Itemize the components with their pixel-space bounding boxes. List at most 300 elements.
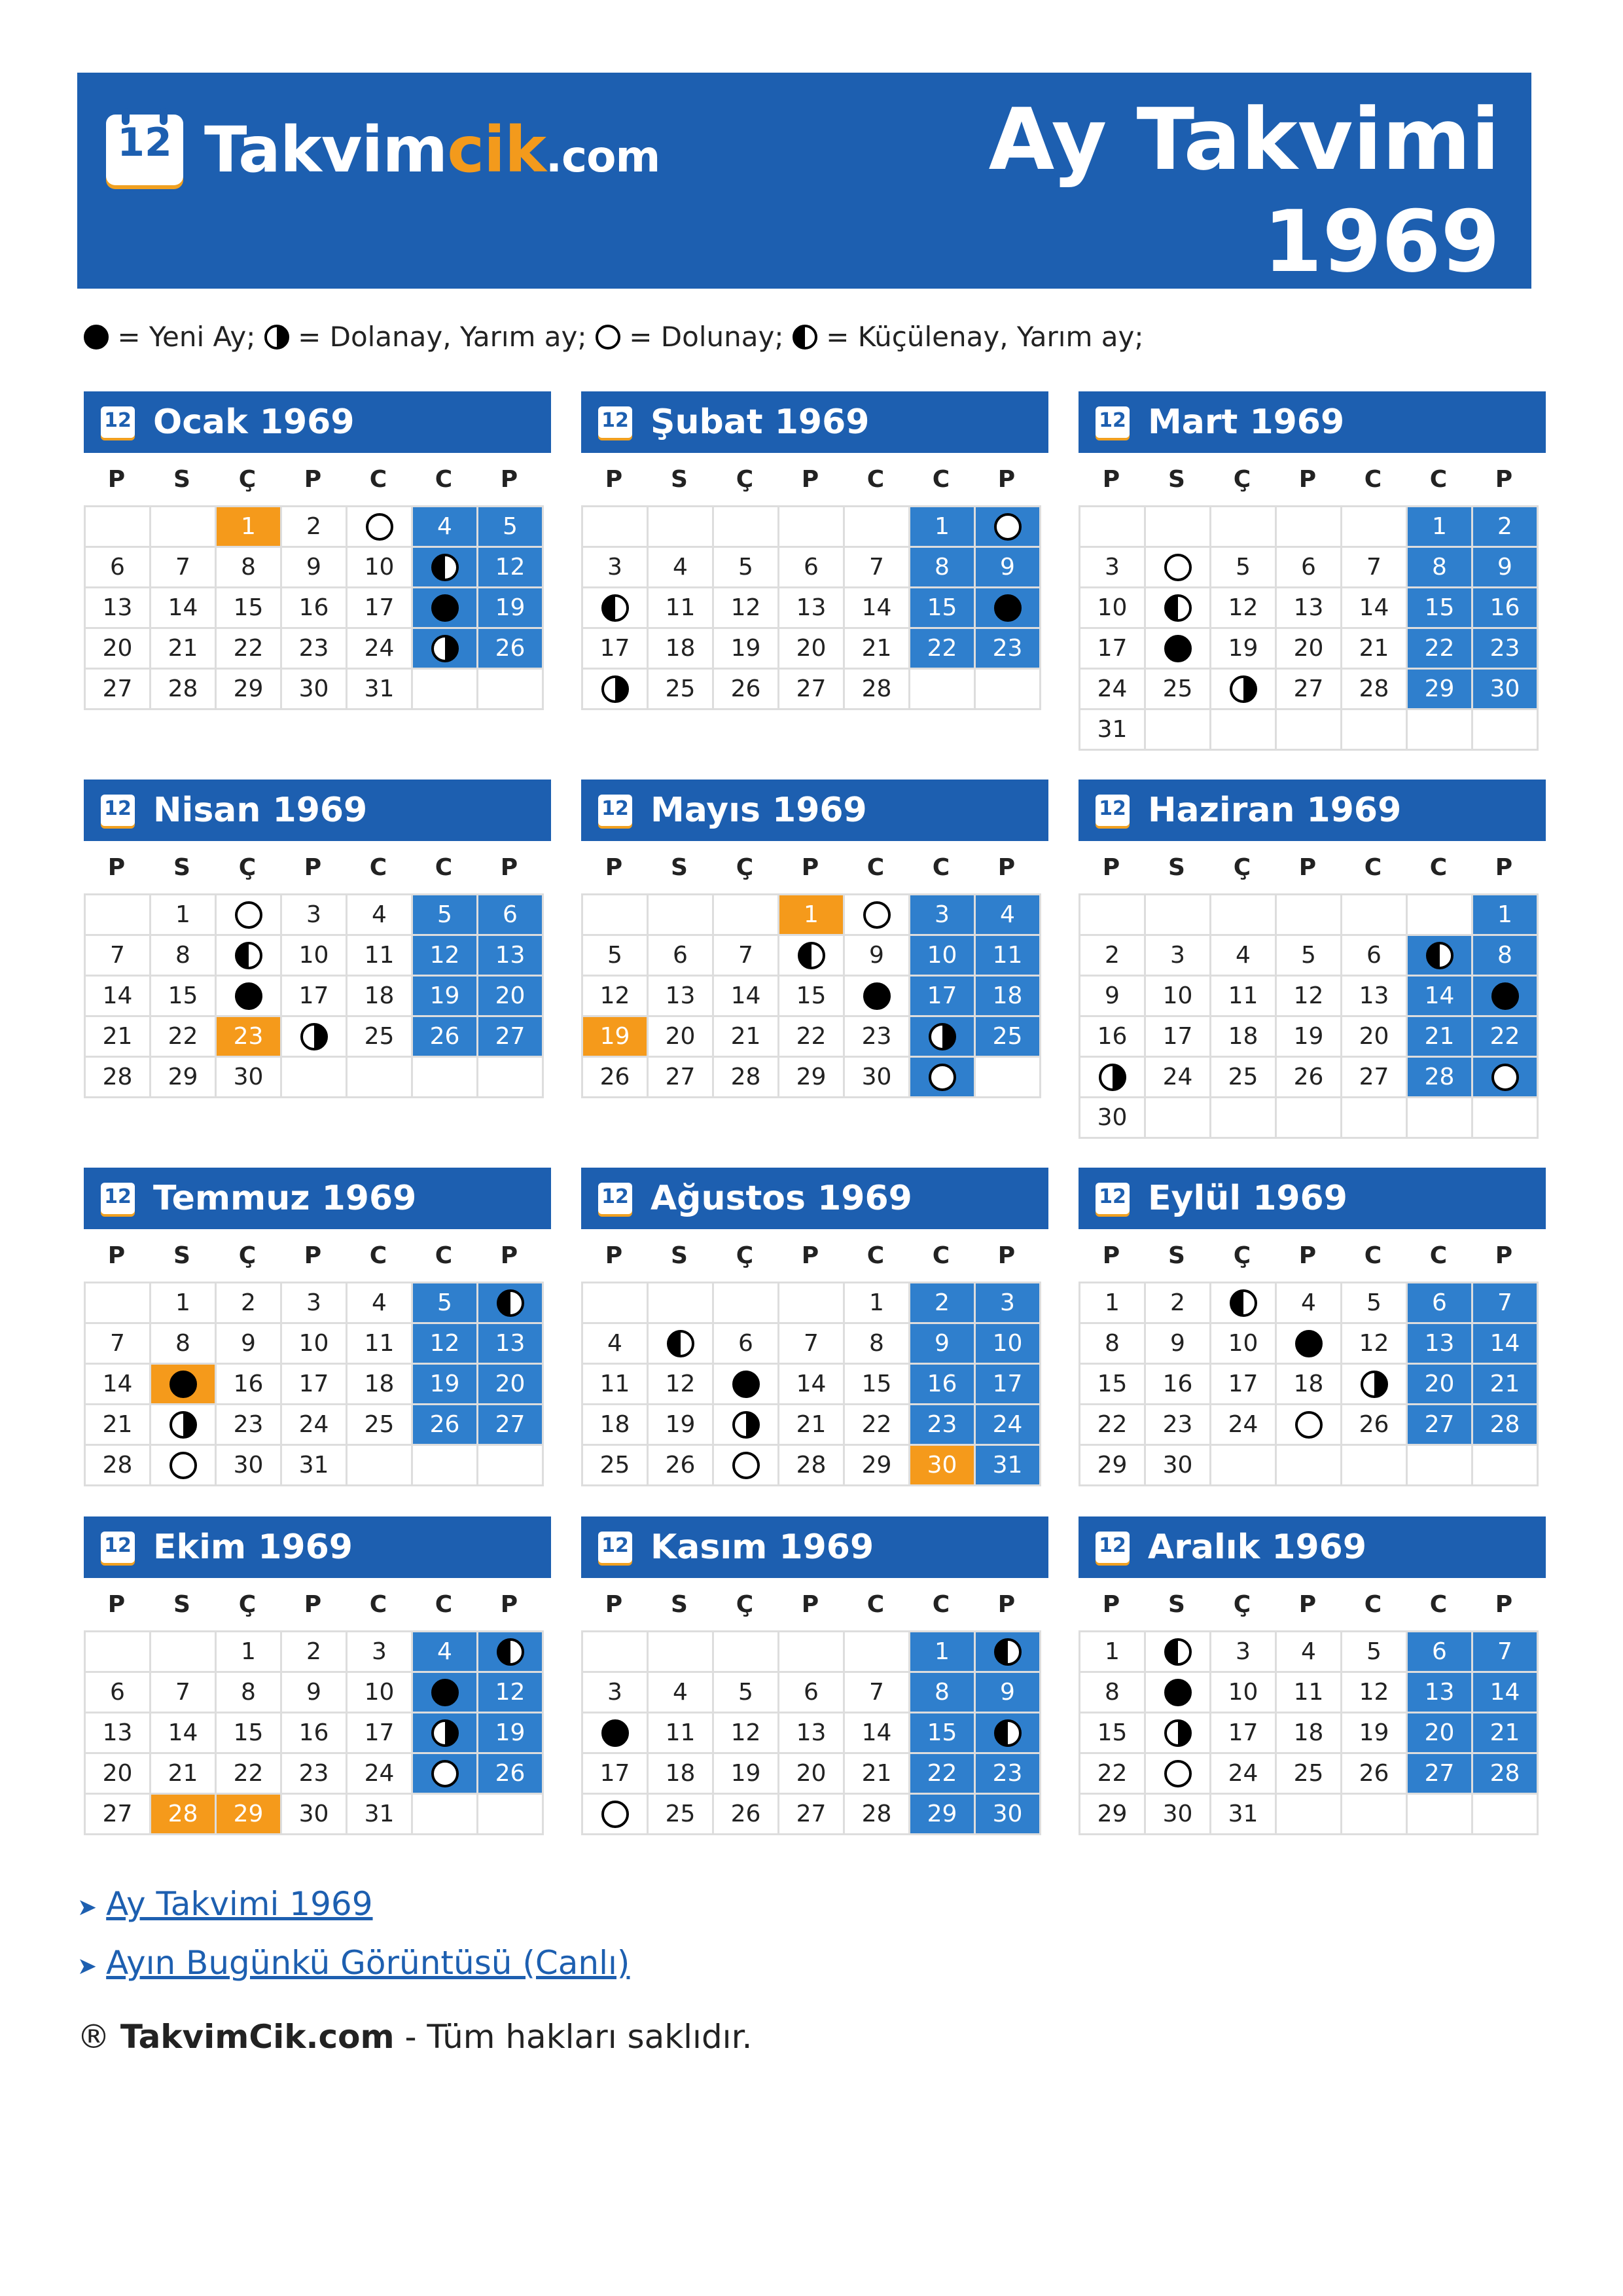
waning-moon-icon [1426, 942, 1454, 969]
day-cell [976, 1632, 1041, 1673]
day-cell: 31 [348, 670, 413, 710]
weekday-label: P [304, 853, 322, 881]
day-cell: 19 [1342, 1713, 1408, 1754]
calendar-icon: 12 [106, 115, 183, 185]
day-cell: 14 [1473, 1673, 1539, 1713]
day-cell: 17 [282, 1365, 348, 1405]
waxing-moon-icon [169, 1411, 197, 1439]
day-cell: 5 [583, 936, 649, 977]
day-cell: 29 [1408, 670, 1473, 710]
waning-moon-icon [1164, 1638, 1192, 1666]
day-cell: 13 [1277, 588, 1342, 629]
day-cell: 26 [583, 1058, 649, 1098]
day-cell: 27 [1408, 1405, 1473, 1446]
day-cell: 12 [1342, 1673, 1408, 1713]
calendar-icon: 12 [598, 1532, 632, 1563]
month-calendar [1079, 1168, 1546, 1486]
month-calendar [84, 1168, 551, 1486]
day-cell: 4 [348, 1283, 413, 1324]
day-cell: 13 [86, 1713, 151, 1754]
full-moon-icon [235, 901, 262, 929]
weekday-label: P [1298, 1242, 1317, 1269]
day-cell: 19 [1211, 629, 1277, 670]
day-cell: 13 [779, 1713, 845, 1754]
weekday-label: S [1168, 853, 1185, 881]
empty-cell [86, 507, 151, 548]
weekday-label: P [997, 1242, 1016, 1269]
day-cell: 7 [1473, 1283, 1539, 1324]
day-cell: 17 [348, 1713, 413, 1754]
weekday-label: S [173, 853, 190, 881]
link-moon-calendar[interactable]: Ay Takvimi 1969 [106, 1885, 373, 1923]
day-cell: 20 [649, 1017, 714, 1058]
month-header [1079, 1168, 1546, 1229]
day-grid [84, 1282, 544, 1486]
day-cell: 26 [413, 1017, 478, 1058]
day-grid [1079, 893, 1539, 1139]
calendar-icon: 12 [1096, 1183, 1130, 1214]
full-moon-icon [169, 1452, 197, 1479]
waxing-moon-icon [1361, 1371, 1388, 1398]
legend-waxing: = Dolanay, Yarım ay; [298, 321, 587, 353]
day-cell: 31 [282, 1446, 348, 1486]
empty-cell [1408, 1098, 1473, 1139]
empty-cell [1408, 1446, 1473, 1486]
empty-cell [1277, 507, 1342, 548]
month-title: Mayıs 1969 [651, 791, 867, 830]
new-moon-icon [235, 982, 262, 1010]
empty-cell [1408, 710, 1473, 751]
day-cell [845, 895, 910, 936]
day-cell [976, 507, 1041, 548]
empty-cell [151, 507, 217, 548]
day-cell: 6 [779, 548, 845, 588]
day-cell: 25 [1146, 670, 1211, 710]
day-cell: 14 [1473, 1324, 1539, 1365]
weekday-label: C [369, 1242, 387, 1269]
new-moon-icon [1295, 1330, 1323, 1357]
weekday-label: C [369, 1590, 387, 1618]
day-cell: 2 [1080, 936, 1146, 977]
day-cell: 8 [217, 548, 282, 588]
day-cell: 1 [779, 895, 845, 936]
weekday-label: S [1168, 465, 1185, 493]
day-cell: 8 [910, 548, 976, 588]
day-cell: 4 [649, 1673, 714, 1713]
day-cell: 5 [1342, 1632, 1408, 1673]
day-cell: 1 [151, 1283, 217, 1324]
day-cell: 29 [217, 670, 282, 710]
weekday-label: P [1298, 465, 1317, 493]
weekday-label: Ç [238, 465, 257, 493]
month-calendar [84, 1516, 551, 1835]
day-cell [413, 1754, 478, 1795]
day-cell: 4 [583, 1324, 649, 1365]
day-cell [1146, 629, 1211, 670]
empty-cell [714, 1283, 779, 1324]
day-cell: 2 [282, 507, 348, 548]
day-cell: 27 [1277, 670, 1342, 710]
weekday-label: Ç [736, 853, 754, 881]
day-cell [1277, 1324, 1342, 1365]
day-cell: 10 [976, 1324, 1041, 1365]
month-title: Eylül 1969 [1148, 1179, 1347, 1218]
day-cell: 21 [151, 629, 217, 670]
title-line-1: Ay Takvimi [988, 90, 1500, 189]
day-cell: 9 [217, 1324, 282, 1365]
day-cell: 12 [649, 1365, 714, 1405]
day-cell: 15 [1408, 588, 1473, 629]
empty-cell [1342, 895, 1408, 936]
calendar-icon: 12 [101, 1532, 135, 1563]
weekday-row [1079, 1229, 1537, 1282]
day-cell: 25 [649, 1795, 714, 1835]
weekday-label: S [1168, 1590, 1185, 1618]
weekday-label: C [435, 465, 453, 493]
day-cell: 11 [583, 1365, 649, 1405]
full-moon-icon [929, 1064, 956, 1091]
day-cell: 8 [1080, 1324, 1146, 1365]
day-cell: 8 [151, 936, 217, 977]
day-cell: 4 [413, 507, 478, 548]
day-cell: 15 [217, 588, 282, 629]
empty-cell [1342, 507, 1408, 548]
day-cell: 21 [86, 1405, 151, 1446]
day-cell: 12 [1342, 1324, 1408, 1365]
day-cell: 3 [282, 1283, 348, 1324]
weekday-row [84, 1578, 542, 1630]
weekday-label: C [369, 853, 387, 881]
empty-cell [976, 1058, 1041, 1098]
day-cell: 3 [1080, 548, 1146, 588]
day-cell: 23 [282, 629, 348, 670]
link-moon-today[interactable]: Ayın Bugünkü Görüntüsü (Canlı) [106, 1944, 630, 1982]
day-cell: 27 [779, 1795, 845, 1835]
day-cell: 14 [86, 1365, 151, 1405]
day-cell: 7 [151, 548, 217, 588]
full-moon-icon [863, 901, 891, 929]
weekday-label: Ç [238, 1242, 257, 1269]
weekday-label: P [997, 1590, 1016, 1618]
day-cell [714, 1405, 779, 1446]
day-cell [1146, 1632, 1211, 1673]
month-title: Ocak 1969 [153, 403, 355, 442]
day-cell: 2 [282, 1632, 348, 1673]
day-grid [581, 505, 1041, 710]
waning-moon-icon [994, 1719, 1022, 1747]
day-cell: 18 [348, 1365, 413, 1405]
weekday-label: P [605, 853, 623, 881]
month-calendar [1079, 1516, 1546, 1835]
day-cell [1211, 1283, 1277, 1324]
day-cell: 12 [583, 977, 649, 1017]
weekday-label: P [605, 465, 623, 493]
day-cell: 21 [845, 629, 910, 670]
day-cell: 17 [1146, 1017, 1211, 1058]
day-cell: 22 [1080, 1754, 1146, 1795]
day-cell: 13 [478, 936, 544, 977]
day-cell: 10 [1211, 1673, 1277, 1713]
day-cell: 30 [845, 1058, 910, 1098]
day-cell: 9 [282, 1673, 348, 1713]
day-cell: 28 [779, 1446, 845, 1486]
month-header [84, 1516, 551, 1578]
day-cell: 14 [86, 977, 151, 1017]
weekday-row [1079, 1578, 1537, 1630]
weekday-label: P [107, 1242, 126, 1269]
day-cell: 25 [1211, 1058, 1277, 1098]
day-cell: 11 [348, 936, 413, 977]
empty-cell [779, 507, 845, 548]
day-cell: 5 [714, 548, 779, 588]
weekday-label: Ç [1233, 853, 1251, 881]
day-cell: 7 [86, 1324, 151, 1365]
weekday-label: C [1364, 465, 1382, 493]
weekday-label: P [1298, 1590, 1317, 1618]
day-cell: 4 [1277, 1283, 1342, 1324]
day-cell: 14 [1408, 977, 1473, 1017]
month-header [581, 1168, 1048, 1229]
weekday-label: P [1102, 1590, 1120, 1618]
day-cell: 1 [1408, 507, 1473, 548]
new-moon-icon [84, 325, 109, 350]
weekday-label: P [801, 853, 819, 881]
day-cell: 10 [348, 548, 413, 588]
empty-cell [1211, 895, 1277, 936]
day-cell: 25 [976, 1017, 1041, 1058]
full-moon-icon [596, 325, 620, 350]
empty-cell [649, 895, 714, 936]
day-cell: 15 [1080, 1713, 1146, 1754]
day-cell: 20 [478, 1365, 544, 1405]
day-cell: 17 [348, 588, 413, 629]
day-cell: 3 [1146, 936, 1211, 977]
weekday-label: P [801, 1590, 819, 1618]
weekday-row [1079, 841, 1537, 893]
empty-cell [714, 1632, 779, 1673]
day-cell [583, 1795, 649, 1835]
empty-cell [1277, 1446, 1342, 1486]
day-cell: 23 [217, 1405, 282, 1446]
day-cell: 9 [1473, 548, 1539, 588]
empty-cell [779, 1283, 845, 1324]
day-cell: 24 [1211, 1405, 1277, 1446]
day-cell: 6 [86, 1673, 151, 1713]
month-calendar [1079, 391, 1546, 751]
day-cell: 18 [649, 629, 714, 670]
empty-cell [845, 1632, 910, 1673]
month-calendar [84, 780, 551, 1098]
day-cell: 14 [779, 1365, 845, 1405]
day-cell: 21 [1342, 629, 1408, 670]
weekday-label: P [304, 1590, 322, 1618]
month-header [1079, 780, 1546, 841]
day-cell: 11 [1277, 1673, 1342, 1713]
waning-moon-icon [798, 942, 825, 969]
day-cell: 28 [1473, 1754, 1539, 1795]
day-cell [413, 1673, 478, 1713]
month-title: Mart 1969 [1148, 403, 1345, 442]
empty-cell [1211, 1446, 1277, 1486]
empty-cell [413, 670, 478, 710]
month-title: Kasım 1969 [651, 1528, 874, 1567]
empty-cell [1342, 1098, 1408, 1139]
day-cell: 15 [779, 977, 845, 1017]
weekday-row [84, 841, 542, 893]
site-logo[interactable] [106, 111, 660, 189]
day-cell: 31 [976, 1446, 1041, 1486]
day-cell: 25 [649, 670, 714, 710]
day-cell: 17 [910, 977, 976, 1017]
day-cell: 29 [217, 1795, 282, 1835]
day-cell: 4 [348, 895, 413, 936]
empty-cell [1473, 1446, 1539, 1486]
empty-cell [1211, 1098, 1277, 1139]
day-cell: 6 [779, 1673, 845, 1713]
empty-cell [1342, 1446, 1408, 1486]
calendar-icon: 12 [101, 406, 135, 438]
day-cell: 5 [714, 1673, 779, 1713]
day-cell: 28 [86, 1058, 151, 1098]
day-cell: 28 [86, 1446, 151, 1486]
empty-cell [649, 507, 714, 548]
day-cell: 28 [845, 670, 910, 710]
day-cell: 18 [348, 977, 413, 1017]
day-cell [1146, 1713, 1211, 1754]
weekday-label: C [932, 1242, 950, 1269]
weekday-label: S [671, 1590, 688, 1618]
day-cell: 1 [1080, 1283, 1146, 1324]
day-cell: 18 [583, 1405, 649, 1446]
day-cell: 10 [348, 1673, 413, 1713]
day-cell: 29 [151, 1058, 217, 1098]
day-cell: 2 [1146, 1283, 1211, 1324]
day-cell: 12 [1277, 977, 1342, 1017]
waxing-moon-icon [431, 1719, 459, 1747]
day-cell: 31 [1080, 710, 1146, 751]
day-cell: 24 [282, 1405, 348, 1446]
day-cell: 13 [86, 588, 151, 629]
month-header [581, 391, 1048, 453]
day-cell: 30 [1473, 670, 1539, 710]
day-cell [348, 507, 413, 548]
day-cell: 4 [976, 895, 1041, 936]
day-cell: 17 [1211, 1365, 1277, 1405]
waxing-moon-icon [929, 1023, 956, 1050]
full-moon-icon [1164, 1760, 1192, 1787]
day-cell: 30 [910, 1446, 976, 1486]
day-cell: 14 [845, 1713, 910, 1754]
day-cell: 28 [151, 1795, 217, 1835]
day-cell: 27 [779, 670, 845, 710]
empty-cell [779, 1632, 845, 1673]
day-cell: 9 [910, 1324, 976, 1365]
month-header [84, 1168, 551, 1229]
day-cell: 9 [1146, 1324, 1211, 1365]
link-item-1 [77, 1885, 373, 1923]
day-cell: 18 [649, 1754, 714, 1795]
weekday-label: P [107, 465, 126, 493]
day-cell [413, 548, 478, 588]
month-header [84, 780, 551, 841]
weekday-label: P [304, 1242, 322, 1269]
day-cell: 17 [1080, 629, 1146, 670]
empty-cell [478, 1795, 544, 1835]
day-cell: 3 [583, 1673, 649, 1713]
day-grid [1079, 1282, 1539, 1486]
empty-cell [348, 1058, 413, 1098]
day-cell: 19 [714, 1754, 779, 1795]
empty-cell [1277, 1795, 1342, 1835]
day-cell: 27 [1342, 1058, 1408, 1098]
day-cell: 27 [86, 1795, 151, 1835]
empty-cell [413, 1795, 478, 1835]
day-cell: 5 [1342, 1283, 1408, 1324]
calendar-icon: 12 [598, 795, 632, 826]
day-cell: 16 [282, 1713, 348, 1754]
day-cell: 24 [976, 1405, 1041, 1446]
empty-cell [649, 1283, 714, 1324]
day-grid [1079, 1630, 1539, 1835]
weekday-label: P [1102, 1242, 1120, 1269]
day-cell: 12 [478, 548, 544, 588]
day-cell: 20 [779, 629, 845, 670]
day-cell: 26 [714, 1795, 779, 1835]
day-cell: 1 [845, 1283, 910, 1324]
day-cell [1473, 1058, 1539, 1098]
day-cell: 23 [1146, 1405, 1211, 1446]
day-cell: 13 [779, 588, 845, 629]
day-cell: 30 [282, 1795, 348, 1835]
day-cell: 16 [1473, 588, 1539, 629]
waning-moon-icon [235, 942, 262, 969]
month-title: Şubat 1969 [651, 403, 870, 442]
day-cell: 21 [1473, 1365, 1539, 1405]
day-cell: 29 [845, 1446, 910, 1486]
day-cell: 3 [282, 895, 348, 936]
day-cell: 23 [217, 1017, 282, 1058]
month-header [581, 1516, 1048, 1578]
day-cell [910, 1058, 976, 1098]
day-cell: 19 [714, 629, 779, 670]
day-cell: 26 [478, 629, 544, 670]
day-cell: 25 [348, 1017, 413, 1058]
month-calendar [581, 1168, 1048, 1486]
day-cell: 5 [413, 895, 478, 936]
day-cell: 19 [413, 977, 478, 1017]
day-cell [478, 1283, 544, 1324]
day-cell [1277, 1405, 1342, 1446]
new-moon-icon [863, 982, 891, 1010]
waning-moon-icon [497, 1638, 524, 1666]
footer-brand: TakvimCik.com [120, 2018, 395, 2056]
weekday-label: C [369, 465, 387, 493]
weekday-label: P [107, 853, 126, 881]
day-cell: 5 [478, 507, 544, 548]
day-cell: 7 [714, 936, 779, 977]
month-title: Nisan 1969 [153, 791, 368, 830]
day-cell [976, 588, 1041, 629]
moon-legend [84, 321, 1143, 353]
month-header [84, 391, 551, 453]
day-cell: 11 [976, 936, 1041, 977]
day-cell: 26 [649, 1446, 714, 1486]
empty-cell [478, 1058, 544, 1098]
weekday-label: Ç [1233, 465, 1251, 493]
day-cell [1211, 670, 1277, 710]
day-cell: 22 [217, 629, 282, 670]
day-cell: 20 [1408, 1713, 1473, 1754]
